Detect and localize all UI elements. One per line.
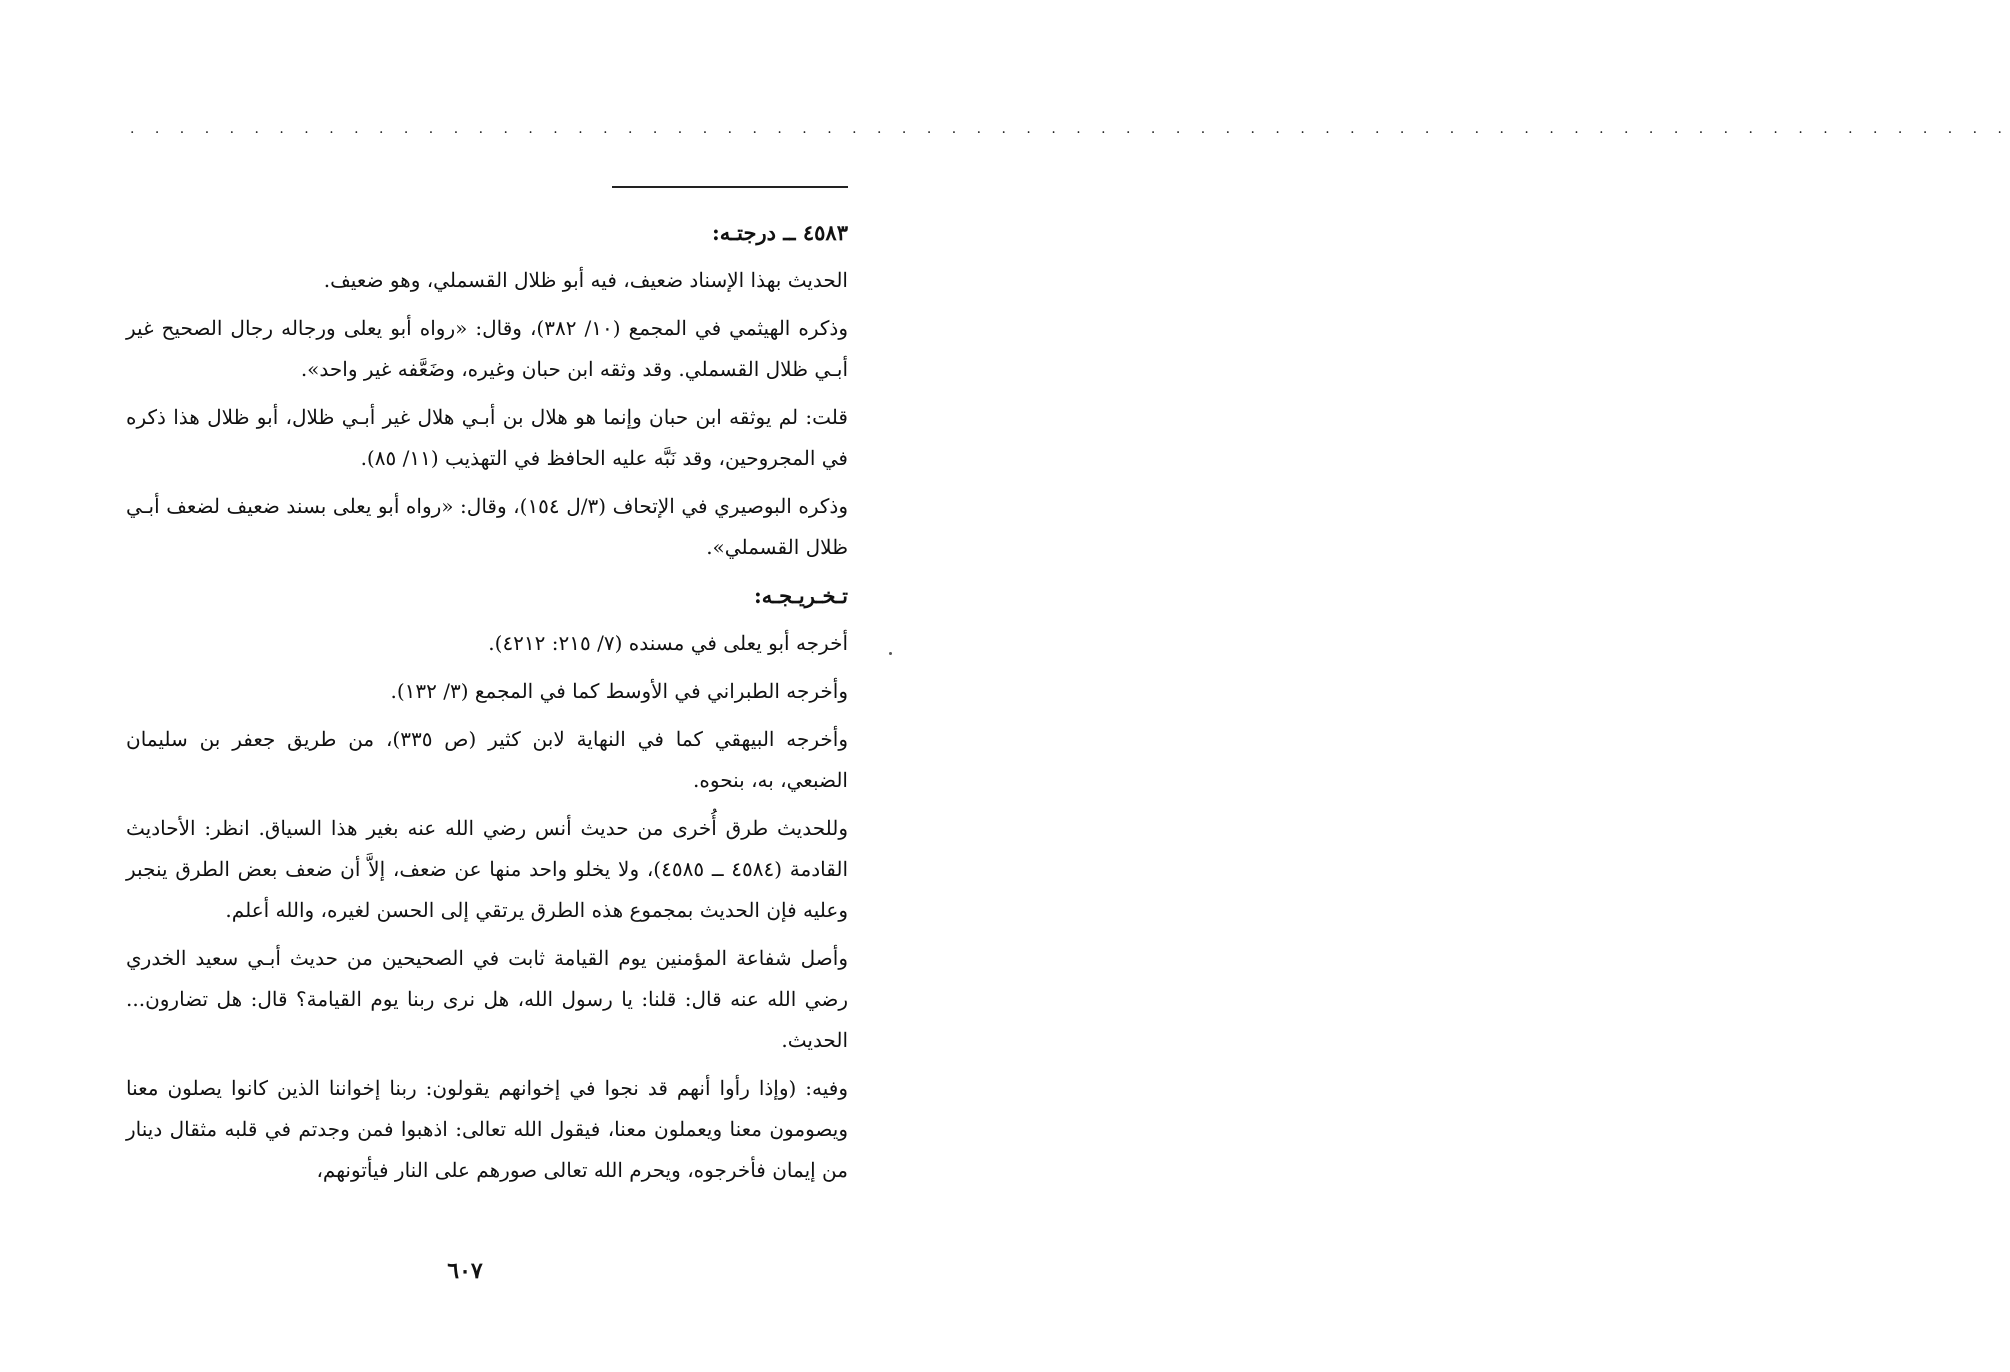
grading-paragraph-4: وذكره البوصيري في الإتحاف (٣/ل ١٥٤)، وقال: «رواه أبو يعلى بسند ضعيف لضعف أبـي ظلال القسملي». bbox=[126, 494, 848, 559]
page-body bbox=[126, 212, 848, 1198]
grading-paragraph-1: الحديث بهذا الإسناد ضعيف، فيه أبو ظلال القسملي، وهو ضعيف. bbox=[323, 268, 848, 292]
takhrij-paragraph-2: وأخرجه الطبراني في الأوسط كما في المجمع (٣/ ١٣٢). bbox=[390, 679, 848, 703]
grading-paragraph-2: وذكره الهيثمي في المجمع (١٠/ ٣٨٢)، وقال: «رواه أبو يعلى ورجاله رجال الصحيح غير أبـي ظلال القسملي. وقد وثقه ابن حبان وغيره، وضَعَّفه غير واحد». bbox=[126, 316, 848, 381]
takhrij-paragraph-1: أخرجه أبو يعلى في مسنده (٧/ ٢١٥: ٤٢١٢). bbox=[488, 631, 848, 655]
takhrij-heading: تـخـريـجـه: bbox=[753, 583, 848, 608]
takhrij-paragraph-6: وفيه: (وإذا رأوا أنهم قد نجوا في إخوانهم يقولون: ربنا إخواننا الذين كانوا يصلون معنا ويصومون معنا ويعملون معنا، فيقول الله تعالى: اذهبوا فمن وجدتم في قلبه مثقال دينار من إيمان فأخرجوه، ويحرم الله تعالى صورهم على النار فيأتونهم، bbox=[126, 1076, 848, 1182]
margin-speck bbox=[889, 652, 892, 655]
footnote-rule bbox=[612, 186, 848, 188]
grading-paragraph-3: قلت: لم يوثقه ابن حبان وإنما هو هلال بن أبـي هلال غير أبـي ظلال، أبو ظلال هذا ذكره في المجروحين، وقد نَبَّه عليه الحافظ في التهذيب (١١/ ٨٥). bbox=[126, 405, 848, 470]
takhrij-paragraph-5: وأصل شفاعة المؤمنين يوم القيامة ثابت في الصحيحين من حديث أبـي سعيد الخدري رضي الله عنه قال: قلنا: يا رسول الله، هل نرى ربنا يوم القيامة؟ قال: هل تضارون... الحديث. bbox=[126, 946, 848, 1052]
takhrij-paragraph-4: وللحديث طرق أُخرى من حديث أنس رضي الله عنه بغير هذا السياق. انظر: الأحاديث القادمة (٤٥٨٤ ــ ٤٥٨٥)، ولا يخلو واحد منها عن ضعف، إلاَّ أن ضعف بعض الطرق ينجبر وعليه فإن الحديث بمجموع هذه الطرق يرتقي إلى الحسن لغيره، والله أعلم. bbox=[126, 816, 849, 922]
page-number: ٦٠٧ bbox=[447, 1258, 483, 1284]
grading-heading: ٤٥٨٣ ــ درجتـه: bbox=[711, 220, 848, 245]
takhrij-paragraph-3: وأخرجه البيهقي كما في النهاية لابن كثير (ص ٣٣٥)، من طريق جعفر بن سليمان الضبعي، به، بنحوه. bbox=[126, 727, 848, 792]
dotted-separator: · · · · · · · · · · · · · · · · · · · · · · · · · · · · · · · · · · · · · · · · · · · · · · · · · · · · · · · · · · · · · · · · · · · · · · · · · · · · bbox=[130, 125, 2010, 141]
